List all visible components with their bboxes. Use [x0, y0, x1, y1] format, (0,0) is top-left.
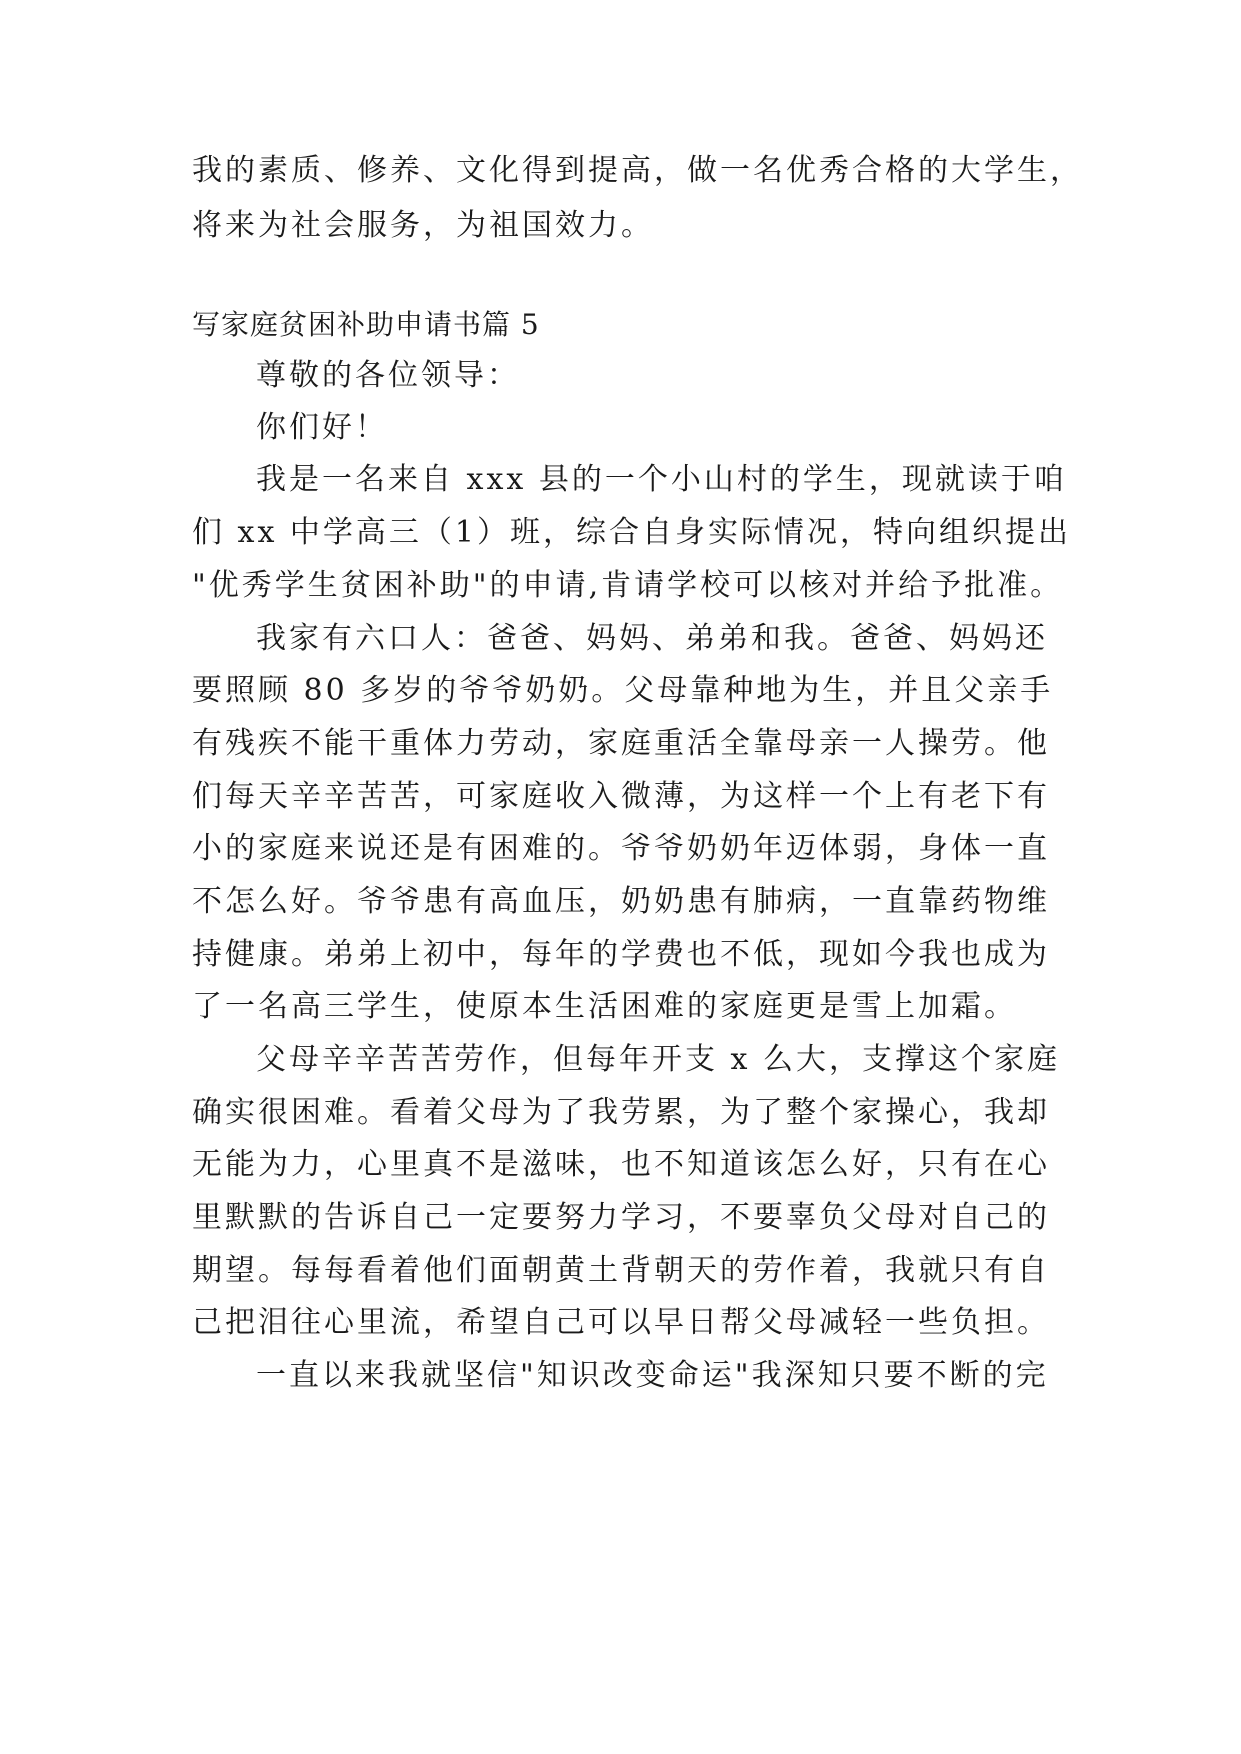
paragraph-3-line-4: 里默默的告诉自己一定要努力学习，不要辜负父母对自己的	[192, 1200, 1050, 1235]
paragraph-1-line-1: 我是一名来自 xxx 县的一个小山村的学生，现就读于咱	[256, 462, 1067, 497]
paragraph-2-line-6: 不怎么好。爷爷患有高血压，奶奶患有肺病，一直靠药物维	[192, 884, 1050, 919]
greeting: 你们好！	[256, 410, 388, 445]
paragraph-1-line-3: "优秀学生贫困补助"的申请,肯请学校可以核对并给予批准。	[192, 568, 1064, 603]
paragraph-3-line-1: 父母辛辛苦苦劳作，但每年开支 x 么大，支撑这个家庭	[256, 1042, 1060, 1077]
paragraph-2-line-5: 小的家庭来说还是有困难的。爷爷奶奶年迈体弱，身体一直	[192, 831, 1050, 866]
paragraph-1-line-2: 们 xx 中学高三（1）班，综合自身实际情况，特向组织提出	[192, 515, 1071, 550]
paragraph-2-line-8: 了一名高三学生，使原本生活困难的家庭更是雪上加霜。	[192, 989, 1017, 1024]
section-title: 写家庭贫困补助申请书篇 5	[192, 308, 540, 341]
paragraph-2-line-1: 我家有六口人：爸爸、妈妈、弟弟和我。爸爸、妈妈还	[256, 621, 1048, 656]
paragraph-3-line-2: 确实很困难。看着父母为了我劳累，为了整个家操心，我却	[192, 1095, 1050, 1130]
paragraph-2-line-4: 们每天辛辛苦苦，可家庭收入微薄，为这样一个上有老下有	[192, 779, 1050, 814]
salutation: 尊敬的各位领导：	[256, 358, 520, 393]
intro-line-2: 将来为社会服务，为祖国效力。	[192, 208, 654, 243]
paragraph-4-line-1: 一直以来我就坚信"知识改变命运"我深知只要不断的完	[256, 1358, 1049, 1393]
paragraph-2-line-2: 要照顾 80 多岁的爷爷奶奶。父母靠种地为生，并且父亲手	[192, 673, 1054, 708]
paragraph-3-line-6: 己把泪往心里流，希望自己可以早日帮父母减轻一些负担。	[192, 1305, 1050, 1340]
intro-line-1: 我的素质、修养、文化得到提高，做一名优秀合格的大学生，	[192, 153, 1083, 188]
paragraph-3-line-3: 无能为力，心里真不是滋味，也不知道该怎么好，只有在心	[192, 1147, 1050, 1182]
paragraph-2-line-3: 有残疾不能干重体力劳动，家庭重活全靠母亲一人操劳。他	[192, 726, 1050, 761]
paragraph-2-line-7: 持健康。弟弟上初中，每年的学费也不低，现如今我也成为	[192, 937, 1050, 972]
paragraph-3-line-5: 期望。每每看着他们面朝黄土背朝天的劳作着，我就只有自	[192, 1253, 1050, 1288]
